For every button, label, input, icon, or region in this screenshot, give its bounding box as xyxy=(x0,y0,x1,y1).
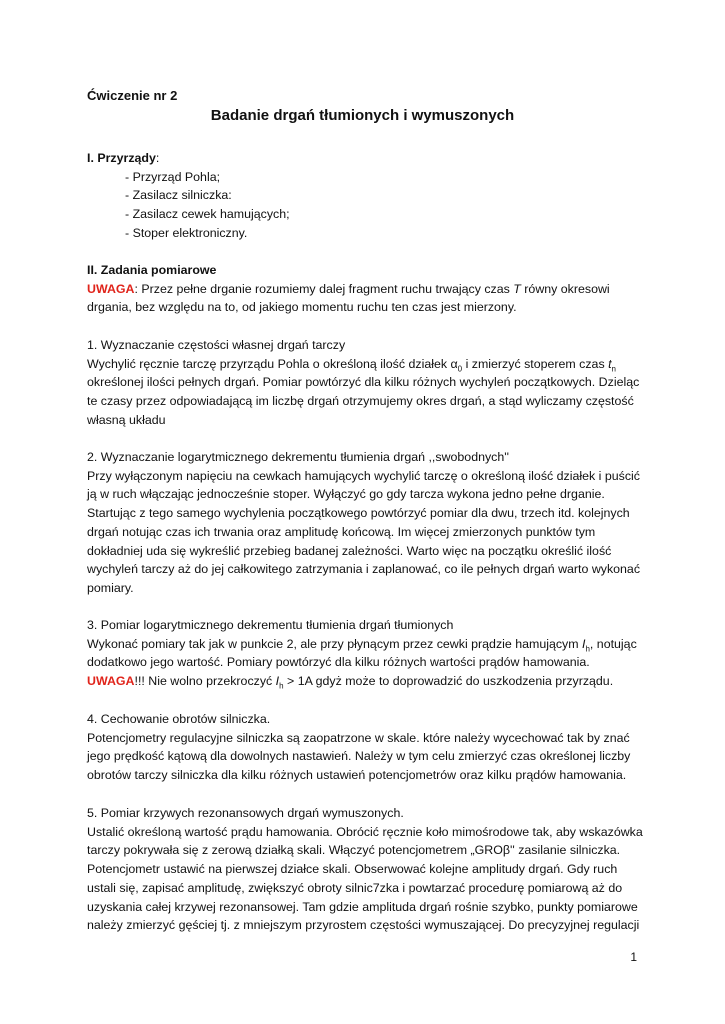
alpha-symbol: α xyxy=(450,356,458,371)
exercise-number: Ćwiczenie nr 2 xyxy=(87,88,178,103)
task-4: 4. Cechowanie obrotów silniczka. Potencjometry regulacyjne silniczka są zaopatrzone w skale. które należy wycechować tak by znać jego prędkość kątową dla dowolnych nastawień. Należy w tym celu zmierzyć czas określonej liczby obrotów tarczy silniczka dla kilku różnych ustawień potencjometrów oraz kilku prądów hamowania. xyxy=(87,710,647,785)
warning-label: UWAGA xyxy=(87,674,135,689)
warning-label: UWAGA xyxy=(87,281,135,296)
task-3: 3. Pomiar logarytmicznego dekrementu tłumienia drgań tłumionych Wykonać pomiary tak jak w punkcie 2, ale przy płynącym przez cewki prądzie hamującym $I_h$, notując dodatkowo jego wartość. Pomiary powtórzyć dla kilku różnych wartości prądów hamowania. UWAGA!!! Nie wolno przekroczyć $I_h > 1A$ gdyż może to doprowadzić do uszkodzenia przyrządu. xyxy=(87,616,647,691)
warning-paragraph: UWAGA: Przez pełne drganie rozumiemy dalej fragment ruchu trwający czas T równy okresowi xyxy=(87,281,610,296)
task-1: 1. Wyznaczanie częstości własnej drgań tarczy Wychylić ręcznie tarczę przyrządu Pohla o określoną ilość działek $\alpha_0$ i zmierzyć stoperem czas $t_n$ określonej ilości pełnych drgań. Pomiar powtórzyć dla kilku różnych wychyleń początkowych. Dzieląc te czasy przez odpowiadającą im liczbę drgań otrzymujemy okres drgań, a stąd wyliczamy częstość własną układu xyxy=(87,336,647,430)
task-header: 4. Cechowanie obrotów silniczka. xyxy=(87,712,271,726)
task-header: 5. Pomiar krzywych rezonansowych drgań wymuszonych. xyxy=(87,806,404,820)
instrument-item: - Zasilacz cewek hamujących; xyxy=(125,207,290,222)
instrument-item: - Stoper elektroniczny. xyxy=(125,225,248,240)
instrument-item: - Przyrząd Pohla; xyxy=(125,169,221,184)
page-number: 1 xyxy=(630,950,637,964)
task-5: 5. Pomiar krzywych rezonansowych drgań wymuszonych. Ustalić określoną wartość prądu hamowania. Obrócić ręcznie koło mimośrodowe tak, aby wskazówka tarczy pokrywała się z zerową działką skali. Włączyć potencjometrem „GROβ'' zasilanie silniczka. Potencjometr ustawić na pierwszej działce skali. Obserwować kolejne amplitudy drgań. Gdy ruch ustali się, zapisać amplitudę, zwiększyć obroty silnic7zka i powtarzać procedurę pomiarową aż do uzyskania całej krzywej rezonansowej. Tam gdzie amplituda drgań rośnie szybko, punkty pomiarowe należy zmierzyć gęściej tj. z mniejszym przyrostem częstości wymuszającej. Do precyzyjnej regulacji xyxy=(87,804,647,935)
document-title: Badanie drgań tłumionych i wymuszonych xyxy=(210,107,515,124)
section-header: II. Zadania pomiarowe xyxy=(87,263,217,277)
section-header: I. Przyrządy xyxy=(87,151,156,165)
section-instruments: I. Przyrządy: - Przyrząd Pohla; - Zasilacz silniczka: - Zasilacz cewek hamujących; - Stoper elektroniczny. xyxy=(87,149,647,243)
instrument-item: - Zasilacz silniczka: xyxy=(125,188,232,203)
task-header: 3. Pomiar logarytmicznego dekrementu tłumienia drgań tłumionych xyxy=(87,618,454,632)
task-2: 2. Wyznaczanie logarytmicznego dekrementu tłumienia drgań ,,swobodnych'' Przy wyłączonym napięciu na cewkach hamujących wychylić tarczę o określoną ilość działek i puścić ją w ruch włączając jednocześnie stoper. Wyłączyć go gdy tarcza wykona jedno pełne drganie. Startując z tego samego wychylenia początkowego powtórzyć pomiar dla dwu, trzech itd. kolejnych drgań notując czas ich trwania oraz amplitudę końcową. Im więcej zmierzonych punktów tym dokładniej uda się wykreślić przebieg badanej zależności. Warto więc na początku określić ilość wychyleń tarczy aż do jej całkowitego zatrzymania i zaplanować, co ile pełnych drgań warto wykonać pomiary. xyxy=(87,448,647,598)
task-header: 2. Wyznaczanie logarytmicznego dekrementu tłumienia drgań ,,swobodnych'' xyxy=(87,450,509,464)
section-tasks: II. Zadania pomiarowe UWAGA: Przez pełne drganie rozumiemy dalej fragment ruchu trwający czas T równy okresowi drgania, bez względu na to, od jakiego momentu ruchu ten czas jest mierzony. xyxy=(87,261,647,317)
task-header: 1. Wyznaczanie częstości własnej drgań tarczy xyxy=(87,338,346,352)
